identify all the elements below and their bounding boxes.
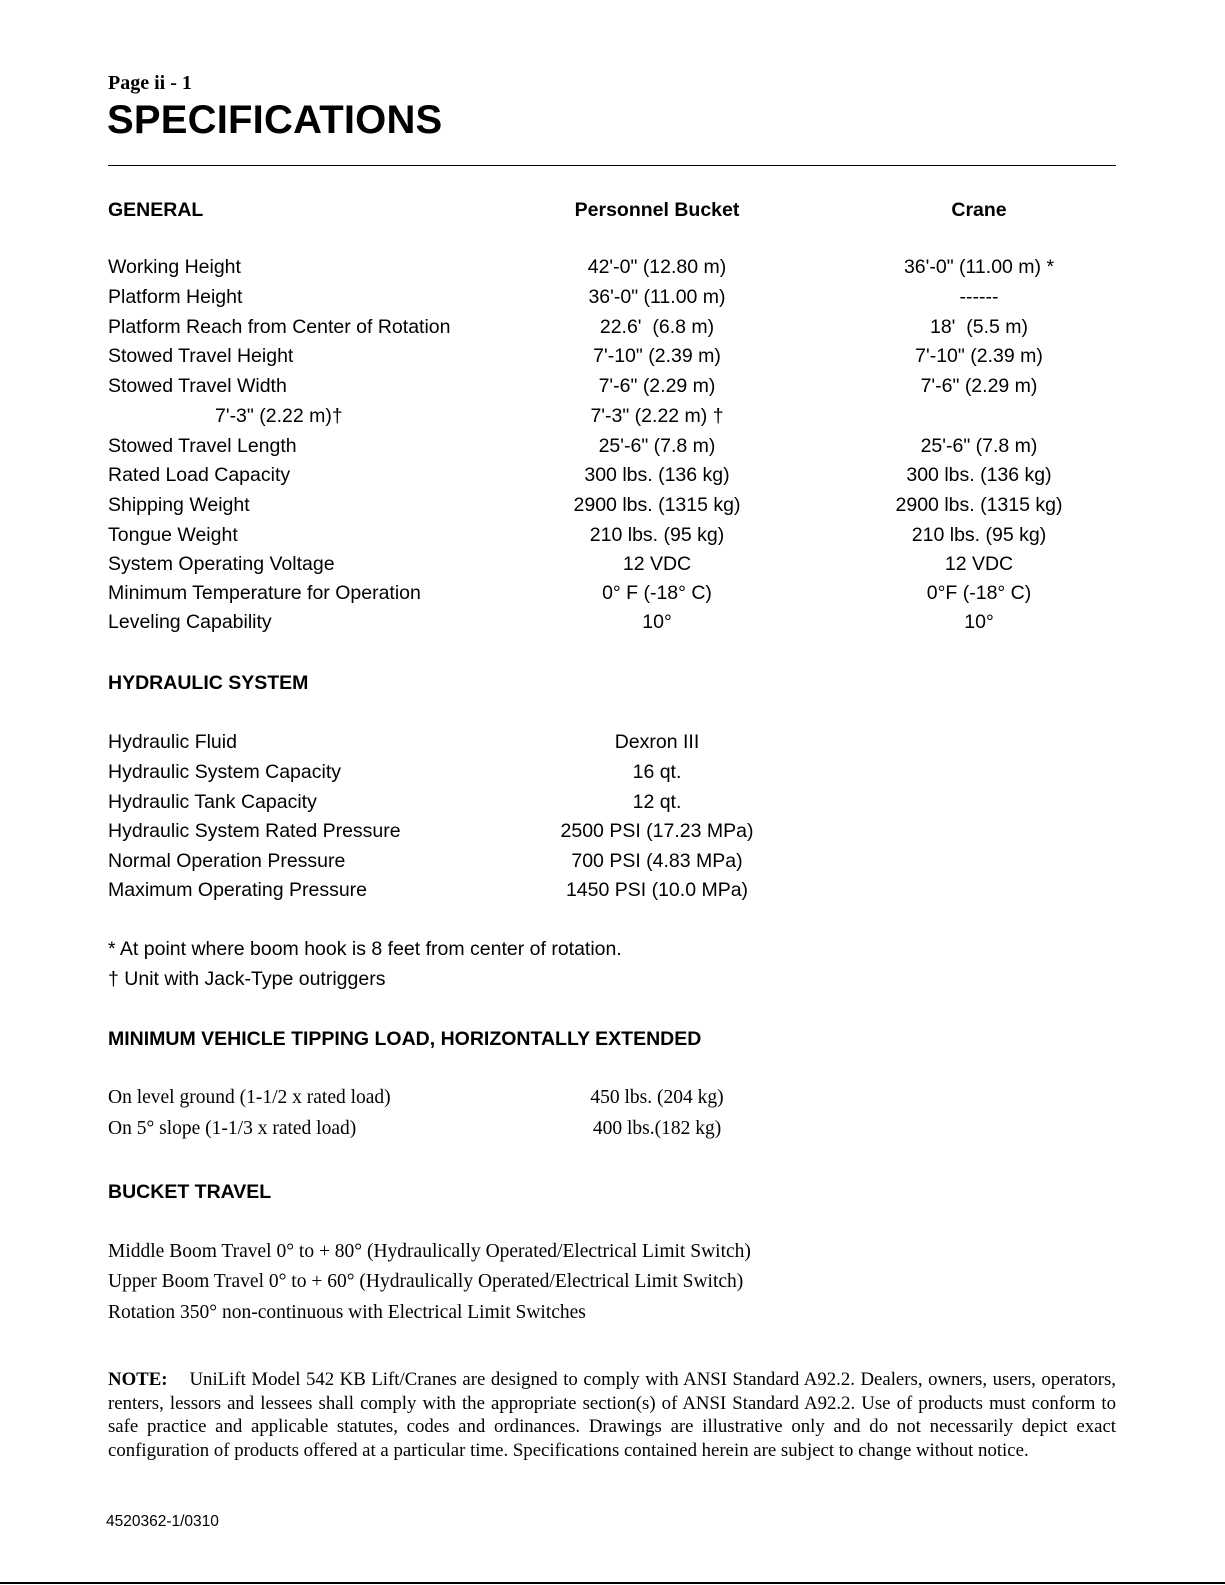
bucket-travel-line: Upper Boom Travel 0° to + 60° (Hydraulically Operated/Electrical Limit Switch)	[108, 1271, 744, 1292]
spec-label: Stowed Travel Height	[108, 345, 294, 367]
spec-value: 2500 PSI (17.23 MPa)	[560, 820, 754, 842]
spec-crane-value: 2900 lbs. (1315 kg)	[895, 494, 1063, 516]
spec-bucket-value: 210 lbs. (95 kg)	[589, 524, 725, 546]
spec-value: 450 lbs. (204 kg)	[590, 1087, 724, 1108]
spec-value: 400 lbs.(182 kg)	[592, 1118, 722, 1139]
spec-bucket-value: 7'-3" (2.22 m) †	[590, 405, 724, 427]
spec-crane-value: 7'-10" (2.39 m)	[915, 345, 1043, 367]
spec-crane-value: 12 VDC	[944, 553, 1014, 575]
spec-label: On 5° slope (1-1/3 x rated load)	[108, 1118, 357, 1139]
page-title: SPECIFICATIONS	[107, 98, 443, 142]
bucket-travel-line: Rotation 350° non-continuous with Electrical Limit Switches	[108, 1302, 586, 1323]
note-paragraph	[108, 1368, 1116, 1462]
spec-bucket-value: 42'-0" (12.80 m)	[587, 256, 727, 278]
spec-crane-value: 0°F (-18° C)	[926, 582, 1032, 604]
spec-label: Working Height	[108, 256, 241, 278]
spec-label: Hydraulic Fluid	[108, 731, 237, 753]
spec-label: Rated Load Capacity	[108, 464, 291, 486]
column-header-personnel-bucket: Personnel Bucket	[574, 199, 740, 221]
spec-crane-value: 25'-6" (7.8 m)	[920, 435, 1038, 457]
spec-value: 700 PSI (4.83 MPa)	[571, 850, 743, 872]
spec-label: Platform Height	[108, 286, 243, 308]
spec-crane-value: 210 lbs. (95 kg)	[911, 524, 1047, 546]
bucket-travel-line: Middle Boom Travel 0° to + 80° (Hydraulically Operated/Electrical Limit Switch)	[108, 1241, 751, 1262]
note-label: NOTE:	[108, 1369, 168, 1390]
spec-bucket-value: 7'-10" (2.39 m)	[593, 345, 721, 367]
spec-value: 12 qt.	[632, 791, 682, 813]
spec-label: On level ground (1-1/2 x rated load)	[108, 1087, 391, 1108]
title-divider	[108, 165, 1116, 166]
spec-bucket-value: 7'-6" (2.29 m)	[598, 375, 716, 397]
spec-crane-value: 18' (5.5 m)	[929, 316, 1029, 338]
page-label: Page ii - 1	[108, 72, 192, 94]
bucket-travel-heading: BUCKET TRAVEL	[108, 1181, 272, 1203]
spec-bucket-value: 300 lbs. (136 kg)	[584, 464, 730, 486]
spec-label: Hydraulic System Capacity	[108, 761, 341, 783]
spec-bucket-value: 25'-6" (7.8 m)	[598, 435, 716, 457]
spec-label: Platform Reach from Center of Rotation	[108, 316, 451, 338]
spec-label: Shipping Weight	[108, 494, 250, 516]
spec-crane-value: ------	[959, 286, 999, 308]
spec-bucket-value: 2900 lbs. (1315 kg)	[573, 494, 741, 516]
spec-bucket-value: 36'-0" (11.00 m)	[588, 286, 726, 308]
spec-value: Dexron III	[614, 731, 700, 753]
spec-label: Hydraulic System Rated Pressure	[108, 820, 401, 842]
spec-value: 16 qt.	[632, 761, 682, 783]
spec-bucket-value: 22.6' (6.8 m)	[599, 316, 715, 338]
footnote-asterisk: * At point where boom hook is 8 feet from center of rotation.	[108, 938, 622, 960]
spec-crane-value: 300 lbs. (136 kg)	[906, 464, 1052, 486]
page-bottom-border	[0, 1582, 1225, 1584]
spec-label: Hydraulic Tank Capacity	[108, 791, 317, 813]
spec-value: 1450 PSI (10.0 MPa)	[565, 879, 749, 901]
spec-bucket-value: 12 VDC	[622, 553, 692, 575]
spec-crane-value: 10°	[964, 611, 994, 633]
hydraulic-heading: HYDRAULIC SYSTEM	[108, 672, 309, 694]
spec-bucket-value: 0° F (-18° C)	[602, 582, 712, 604]
tipping-load-heading: MINIMUM VEHICLE TIPPING LOAD, HORIZONTALLY EXTENDED	[108, 1028, 702, 1050]
spec-label: Maximum Operating Pressure	[108, 879, 368, 901]
spec-label: Stowed Travel Width	[108, 375, 287, 397]
spec-label: 7'-3" (2.22 m)†	[215, 405, 343, 427]
spec-crane-value: 7'-6" (2.29 m)	[920, 375, 1038, 397]
column-header-crane: Crane	[951, 199, 1007, 221]
footnote-dagger: † Unit with Jack-Type outriggers	[108, 968, 386, 990]
spec-label: Stowed Travel Length	[108, 435, 297, 457]
spec-label: Minimum Temperature for Operation	[108, 582, 421, 604]
spec-label: Tongue Weight	[108, 524, 238, 546]
general-heading: GENERAL	[108, 199, 204, 221]
spec-label: Leveling Capability	[108, 611, 272, 633]
spec-bucket-value: 10°	[642, 611, 672, 633]
note-text: UniLift Model 542 KB Lift/Cranes are designed to comply with ANSI Standard A92.2. Dealers, owners, users, operators, renters, lessors and lessees shall comply with the appropriate section(s) of ANSI Standard A92.2. Use of products must conform to safe practice and applicable statutes, codes and ordinances. Drawings are illustrative only and do not necessarily depict exact configuration of products offered at a particular time. Specifications contained herein are subject to change without notice.	[108, 1369, 1116, 1461]
document-number: 4520362-1/0310	[106, 1513, 219, 1530]
spec-label: System Operating Voltage	[108, 553, 335, 575]
spec-crane-value: 36'-0" (11.00 m) *	[903, 256, 1055, 278]
spec-label: Normal Operation Pressure	[108, 850, 346, 872]
